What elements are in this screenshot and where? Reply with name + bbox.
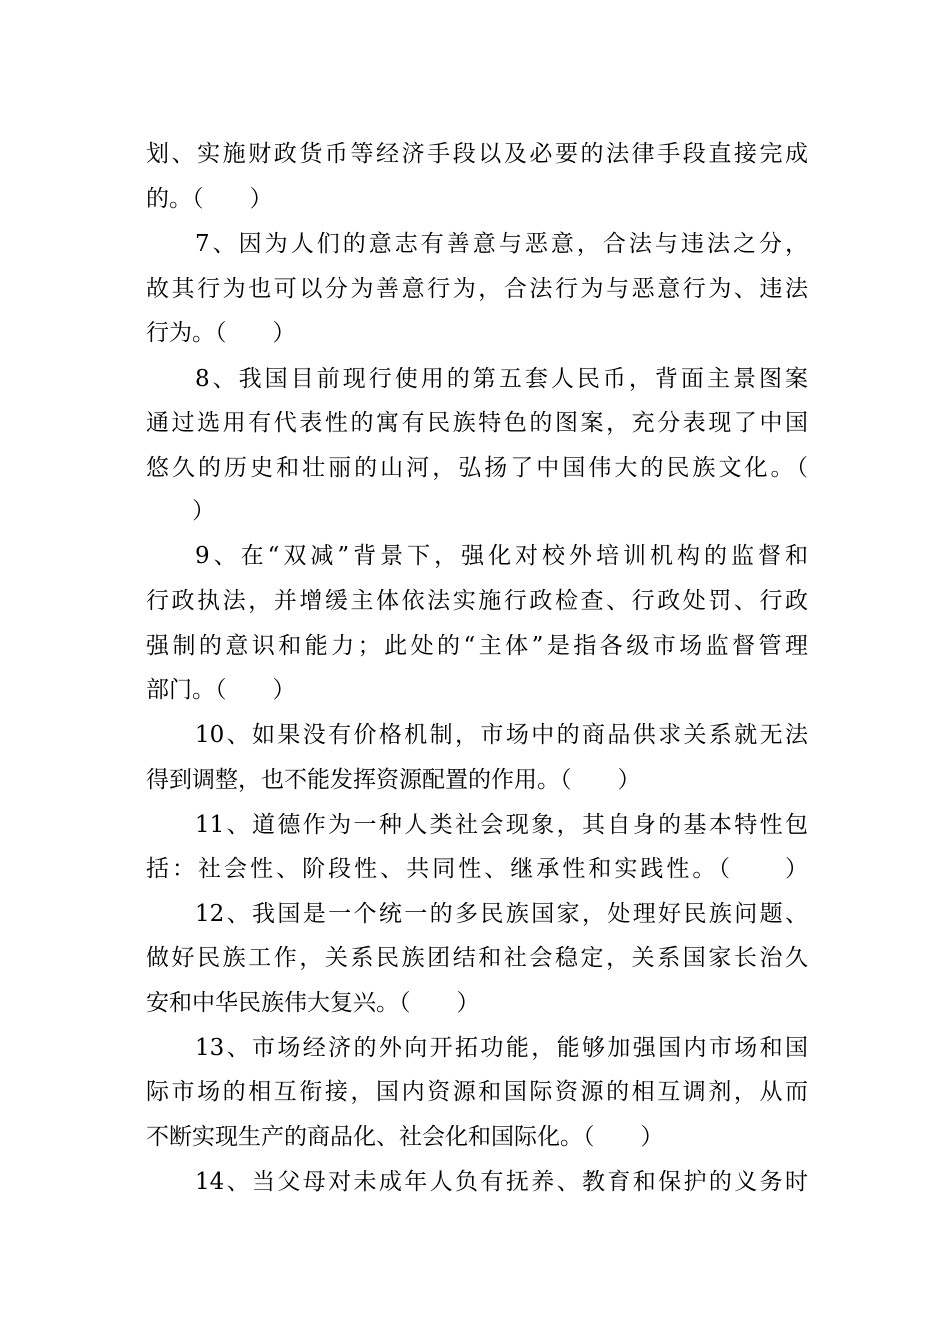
text-line: 划、实施财政货币等经济手段以及必要的法律手段直接完成	[146, 141, 808, 167]
text-line: 强制的意识和能力；此处的“主体”是指各级市场监督管理	[146, 633, 808, 659]
text-line: 悠久的历史和壮丽的山河，弘扬了中国伟大的民族文化。（	[146, 455, 808, 481]
text-line: 括：社会性、阶段性、共同性、继承性和实践性。（ ）	[146, 856, 808, 882]
text-line: 部门。（ ）	[146, 677, 296, 703]
text-line: 得到调整，也不能发挥资源配置的作用。（ ）	[146, 767, 641, 793]
text-line: 行为。（ ）	[146, 320, 296, 346]
question-12-line: 12、我国是一个统一的多民族国家，处理好民族问题、	[195, 901, 808, 927]
text-line: 安和中华民族伟大复兴。（ ）	[146, 990, 480, 1016]
text-line: 行政执法，并增缓主体依法实施行政检查、行政处罚、行政	[146, 588, 808, 614]
text-line: 不断实现生产的商品化、社会化和国际化。（ ）	[146, 1124, 664, 1150]
question-7-line: 7、因为人们的意志有善意与恶意，合法与违法之分，	[195, 231, 808, 257]
text-line: ）	[146, 498, 215, 524]
question-11-line: 11、道德作为一种人类社会现象，其自身的基本特性包	[195, 812, 808, 838]
question-10-line: 10、如果没有价格机制，市场中的商品供求关系就无法	[195, 722, 808, 748]
question-14-line: 14、当父母对未成年人负有抚养、教育和保护的义务时	[195, 1169, 808, 1195]
text-line: 做好民族工作，关系民族团结和社会稳定，关系国家长治久	[146, 945, 808, 971]
text-line: 际市场的相互衔接，国内资源和国际资源的相互调剂，从而	[146, 1079, 808, 1105]
question-9-line: 9、在“双减”背景下，强化对校外培训机构的监督和	[195, 543, 808, 569]
question-13-line: 13、市场经济的外向开拓功能，能够加强国内市场和国	[195, 1035, 808, 1061]
question-8-line: 8、我国目前现行使用的第五套人民币，背面主景图案	[195, 366, 808, 392]
text-line: 的。（ ）	[146, 186, 273, 212]
text-line: 通过选用有代表性的寓有民族特色的图案，充分表现了中国	[146, 410, 808, 436]
text-line: 故其行为也可以分为善意行为，合法行为与恶意行为、违法	[146, 276, 808, 302]
